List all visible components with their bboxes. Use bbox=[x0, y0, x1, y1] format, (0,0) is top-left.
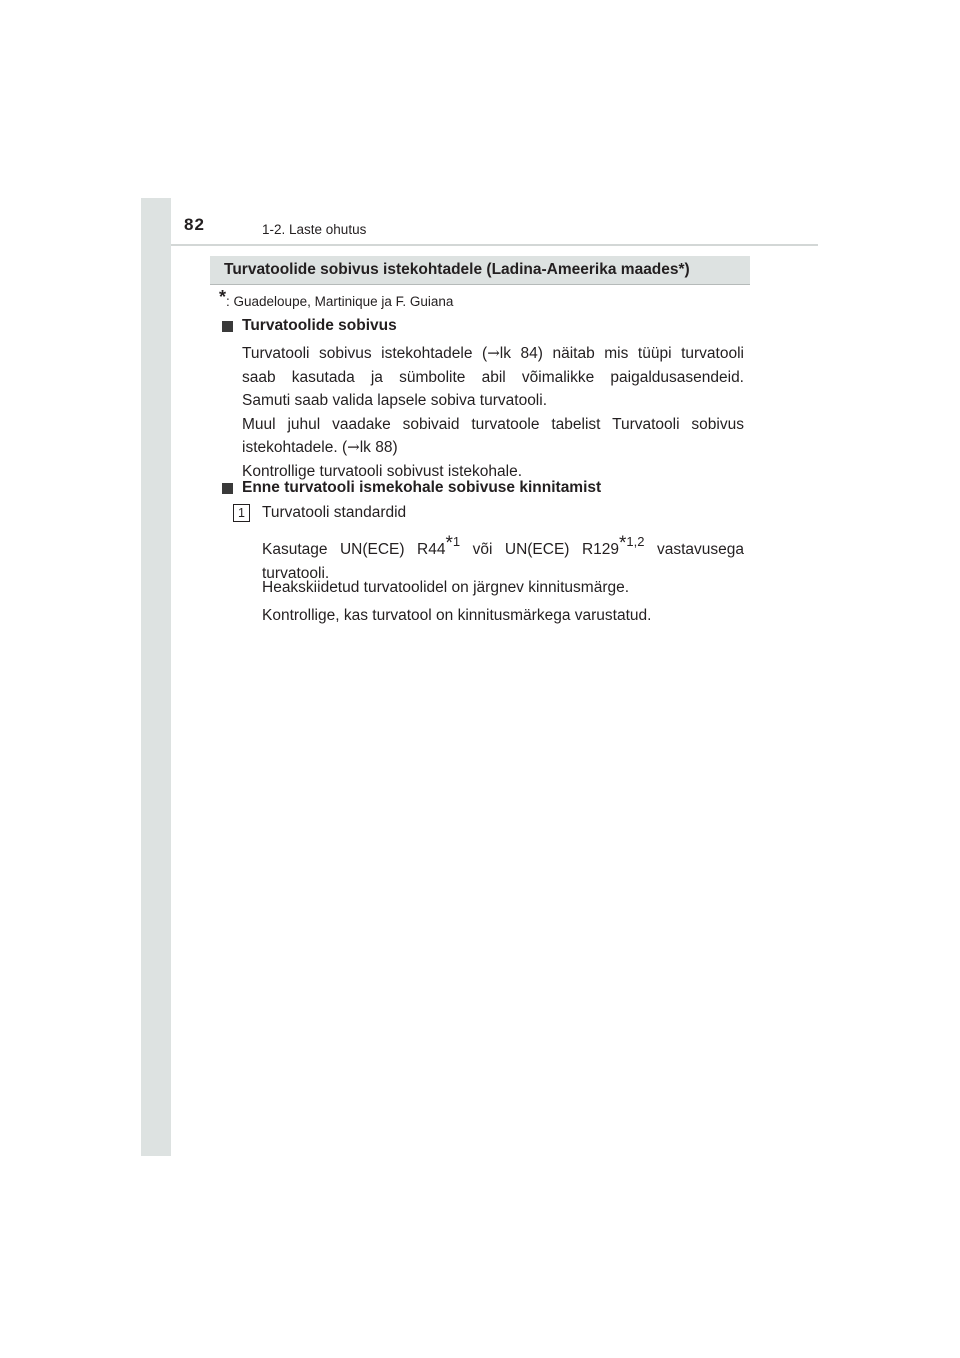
arrow-right-icon: → bbox=[347, 438, 360, 456]
text-line: turvatooli. bbox=[262, 564, 330, 582]
text-line: saab kasutada ja sümbolite abil võimalikke paigaldusasendeid. bbox=[242, 368, 744, 386]
text-line: Turvatooli sobivus istekohtadele (→lk 84) näitab mis tüüpi turvatooli bbox=[242, 344, 744, 362]
bullet-square-icon bbox=[222, 483, 233, 494]
header-divider bbox=[171, 244, 818, 246]
footnote-text: : Guadeloupe, Martinique ja F. Guiana bbox=[226, 294, 454, 309]
item-number-badge: 1 bbox=[233, 504, 250, 522]
arrow-right-icon: → bbox=[487, 344, 500, 362]
footnote-mark: * bbox=[219, 287, 227, 307]
section-title: Turvatoolide sobivus istekohtadele (Ladina-Ameerika maades*) bbox=[210, 256, 750, 285]
side-tab-bar bbox=[141, 198, 171, 1156]
footnote-ref: *1,2 bbox=[619, 533, 645, 554]
text-line: Kontrollige turvatooli sobivust istekohale. bbox=[242, 462, 523, 480]
approval-mark-text bbox=[262, 576, 744, 600]
text-line: Muul juhul vaadake sobivaid turvatoole tabelist Turvatooli sobivus bbox=[242, 415, 744, 433]
footnote bbox=[219, 287, 453, 309]
text-line: Samuti saab valida lapsele sobiva turvatooli. bbox=[242, 392, 548, 409]
text-line: Heakskiidetud turvatoolidel on järgnev kinnitusmärge. bbox=[262, 579, 630, 596]
page-number: 82 bbox=[184, 215, 205, 234]
text-line: istekohtadele. (→lk 88) bbox=[242, 438, 398, 456]
check-label-text bbox=[262, 604, 744, 628]
subheading-before-fitting: Enne turvatooli ismekohale sobivuse kinnitamist bbox=[242, 479, 602, 496]
bullet-square-icon bbox=[222, 321, 233, 332]
section-label: 1-2. Laste ohutus bbox=[262, 222, 367, 237]
text-line: Kasutage UN(ECE) R44$^{*1}$ või UN(ECE) R129$^{*1,2}$ vastavusega bbox=[262, 533, 744, 558]
text-line: Kontrollige, kas turvatool on kinnitusmärkega varustatud. bbox=[262, 607, 652, 624]
item-title: Turvatooli standardid bbox=[262, 504, 407, 521]
footnote-ref: *1 bbox=[445, 533, 461, 554]
compatibility-paragraph bbox=[242, 342, 744, 483]
subheading-compatibility: Turvatoolide sobivus bbox=[242, 317, 397, 334]
